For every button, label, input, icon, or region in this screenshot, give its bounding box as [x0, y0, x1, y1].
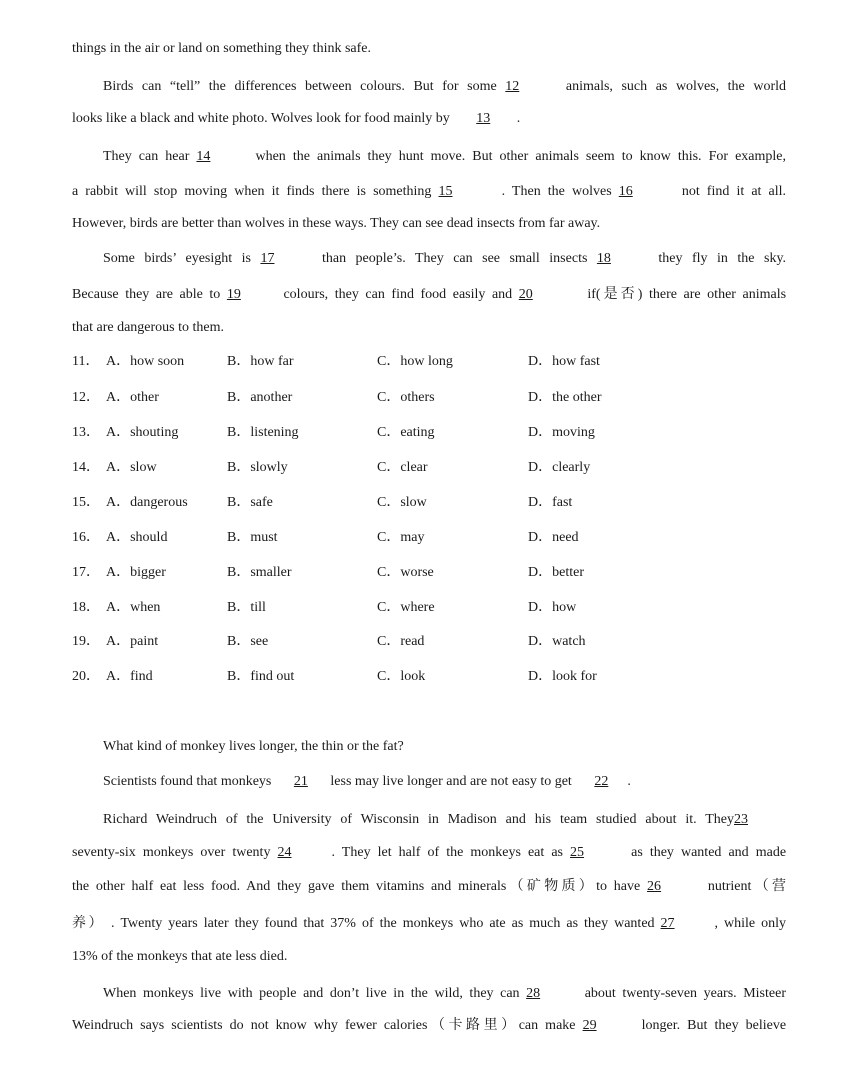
- question-number: 12．: [72, 390, 100, 405]
- question-number: 20．: [72, 669, 100, 684]
- question-number: 15．: [72, 495, 100, 510]
- option-d: D．watch: [528, 634, 586, 649]
- passage-line: 养） . Twenty years later they found that 37% of the monkeys who ate as much as they wanted 27 , while only: [72, 916, 787, 931]
- question-number: 13．: [72, 425, 100, 440]
- option-b: B．till: [227, 600, 266, 615]
- option-a: A．paint: [106, 634, 159, 649]
- blank-17: 17: [260, 251, 275, 266]
- option-b: B．safe: [227, 495, 273, 510]
- option-d: D．how fast: [528, 354, 600, 369]
- option-b: B．find out: [227, 669, 295, 684]
- option-b: B．smaller: [227, 565, 292, 580]
- question-number: 16．: [72, 530, 100, 545]
- blank-21: 21: [293, 774, 308, 789]
- passage-line: a rabbit will stop moving when it finds there is something 15 . Then the wolves 16 not find it at all.: [72, 184, 786, 199]
- option-a: A．slow: [106, 460, 157, 475]
- option-c: C．eating: [377, 425, 435, 440]
- passage-line: things in the air or land on something they think safe.: [72, 41, 372, 56]
- question-number: 18．: [72, 600, 100, 615]
- question-number: 14．: [72, 460, 100, 475]
- blank-14: 14: [196, 149, 211, 164]
- option-d: D．fast: [528, 495, 573, 510]
- blank-26: 26: [647, 879, 662, 894]
- option-c: C．slow: [377, 495, 427, 510]
- blank-18: 18: [596, 251, 611, 266]
- blank-15: 15: [438, 184, 453, 199]
- passage-line: They can hear 14 when the animals they hunt move. But other animals seem to know this. For example,: [103, 149, 786, 164]
- option-c: C．how long: [377, 354, 453, 369]
- passage-line: Richard Weindruch of the University of Wisconsin in Madison and his team studied about it. They23: [103, 811, 786, 829]
- passage-line: Birds can “tell” the differences between colours. But for some 12 animals, such as wolves, the world: [103, 79, 787, 94]
- passage-line: looks like a black and white photo. Wolves look for food mainly by 13 .: [72, 111, 521, 126]
- option-c: C．clear: [377, 460, 428, 475]
- option-b: B．listening: [227, 425, 299, 440]
- blank-28: 28: [526, 986, 541, 1001]
- option-b: B．see: [227, 634, 269, 649]
- blank-16: 16: [618, 184, 633, 199]
- option-d: D．moving: [528, 425, 595, 440]
- option-d: D．better: [528, 565, 584, 580]
- passage-line: What kind of monkey lives longer, the thin or the fat?: [103, 739, 404, 754]
- blank-12: 12: [505, 79, 520, 94]
- question-number: 17．: [72, 565, 100, 580]
- passage-line: seventy-six monkeys over twenty 24 . They let half of the monkeys eat as 25 as they wanted and made: [72, 845, 787, 860]
- option-a: A．should: [106, 530, 168, 545]
- option-a: A．bigger: [106, 565, 166, 580]
- option-a: A．dangerous: [106, 495, 188, 510]
- option-c: C．may: [377, 530, 425, 545]
- blank-23: 23: [734, 812, 748, 827]
- option-d: D．how: [528, 600, 577, 615]
- blank-27: 27: [660, 916, 675, 931]
- passage-line: that are dangerous to them.: [72, 320, 225, 335]
- option-d: D．clearly: [528, 460, 591, 475]
- option-c: C．read: [377, 634, 425, 649]
- option-a: A．shouting: [106, 425, 179, 440]
- option-c: C．others: [377, 390, 435, 405]
- blank-24: 24: [277, 845, 292, 860]
- passage-line: When monkeys live with people and don’t live in the wild, they can 28 about twenty-seven years. Misteer: [103, 986, 786, 1001]
- question-number: 19．: [72, 634, 100, 649]
- option-d: D．the other: [528, 390, 602, 405]
- blank-25: 25: [570, 845, 585, 860]
- passage-line: However, birds are better than wolves in these ways. They can see dead insects from far away.: [72, 216, 601, 231]
- passage-line: the other half eat less food. And they gave them vitamins and minerals（矿物质）to have 26 nutrient（营: [72, 879, 787, 894]
- blank-20: 20: [518, 287, 533, 302]
- blank-29: 29: [582, 1018, 597, 1033]
- blank-13: 13: [476, 111, 491, 126]
- option-c: C．where: [377, 600, 435, 615]
- option-a: A．when: [106, 600, 161, 615]
- option-b: B．how far: [227, 354, 294, 369]
- option-a: A．how soon: [106, 354, 185, 369]
- option-b: B．must: [227, 530, 278, 545]
- option-c: C．look: [377, 669, 426, 684]
- passage-line: Because they are able to 19 colours, they can find food easily and 20 if(是否) there are other animals: [72, 287, 787, 302]
- option-c: C．worse: [377, 565, 434, 580]
- option-a: A．find: [106, 669, 153, 684]
- passage-line: Some birds’ eyesight is 17 than people’s. They can see small insects 18 they fly in the sky.: [103, 251, 787, 266]
- option-a: A．other: [106, 390, 159, 405]
- option-b: B．slowly: [227, 460, 288, 475]
- option-b: B．another: [227, 390, 293, 405]
- blank-19: 19: [226, 287, 241, 302]
- passage-line: Scientists found that monkeys 21 less may live longer and are not easy to get 22 .: [103, 774, 631, 789]
- passage-line: 13% of the monkeys that ate less died.: [72, 949, 288, 964]
- option-d: D．need: [528, 530, 579, 545]
- option-d: D．look for: [528, 669, 597, 684]
- passage-line: Weindruch says scientists do not know why fewer calories（卡路里）can make 29 longer. But they believe: [72, 1018, 787, 1033]
- blank-22: 22: [594, 774, 609, 789]
- question-number: 11．: [72, 354, 100, 369]
